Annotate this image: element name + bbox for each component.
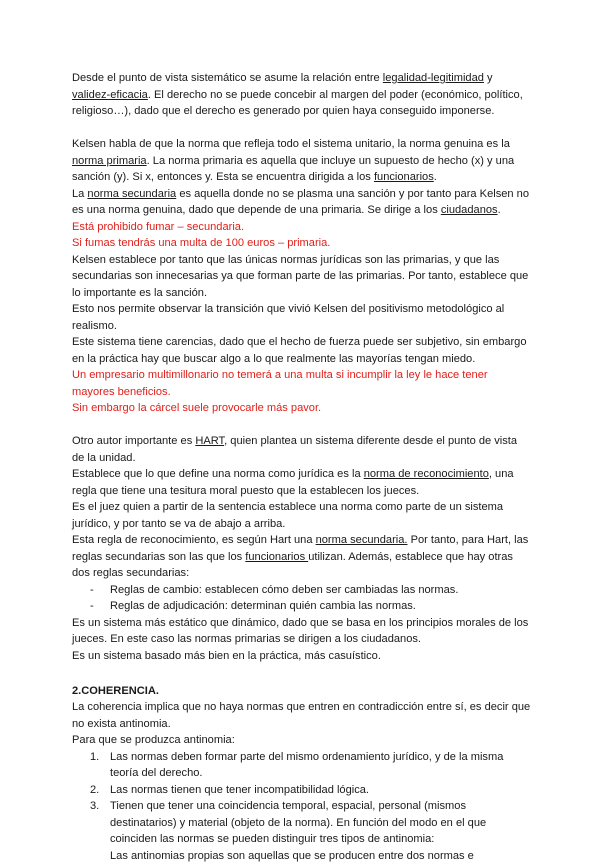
section-heading: 2.COHERENCIA. — [72, 683, 532, 700]
paragraph: Esto nos permite observar la transición que vivió Kelsen del positivismo metodológico al realismo. — [72, 301, 532, 334]
document-page — [72, 70, 532, 864]
paragraph: Es un sistema más estático que dinámico, dado que se basa en los principios morales de los jueces. En este caso las normas primarias se dirigen a los ciudadanos. — [72, 615, 532, 648]
example-red: Está prohibido fumar – secundaria. — [72, 219, 532, 236]
list-item: - Reglas de adjudicación: determinan quién cambia las normas. — [90, 598, 532, 615]
underlined-term: legalidad-legitimidad — [383, 72, 484, 84]
paragraph: Kelsen establece por tanto que las únicas normas jurídicas son las primarias, y que las secundarias son innecesarias ya que forman parte de las primarias. Por tanto, establece que lo importante es la sanción. — [72, 252, 532, 302]
underlined-term: validez-eficacia — [72, 89, 148, 101]
underlined-term: HART — [195, 435, 224, 447]
underlined-term: funcionarios — [374, 171, 434, 183]
paragraph: Es un sistema basado más bien en la práctica, más casuístico. — [72, 648, 532, 665]
underlined-term: ciudadanos — [441, 204, 498, 216]
underlined-term: norma secundaria. — [316, 534, 408, 546]
paragraph-kelsen-secondary: La norma secundaria es aquella donde no se plasma una sanción y por tanto para Kelsen no es una norma genuina, dado que depende de una primaria. Se dirige a los ciudadanos. — [72, 186, 532, 219]
paragraph: Este sistema tiene carencias, dado que el hecho de fuerza puede ser subjetivo, sin embargo en la práctica hay que buscar algo a lo que realmente las mayorías tengan miedo. — [72, 334, 532, 367]
list-item: 1. Las normas deben formar parte del mismo ordenamiento jurídico, y de la misma teoría del derecho. — [90, 749, 532, 782]
example-red: Si fumas tendrás una multa de 100 euros – primaria. — [72, 235, 532, 252]
paragraph-intro: Desde el punto de vista sistemático se asume la relación entre legalidad-legitimidad y validez-eficacia. El derecho no se puede concebir al margen del poder (económico, político, religioso…), dado que el derecho es generado por quien haya conseguido imponerse. — [72, 70, 532, 120]
numbered-list — [72, 749, 532, 864]
paragraph-hart-recognition: Establece que lo que define una norma como jurídica es la norma de reconocimiento, una regla que tiene una tesitura moral puesto que la establecen los jueces. — [72, 466, 532, 499]
example-red: Un empresario multimillonario no temerá a una multa si incumplir la ley le hace tener mayores beneficios. — [72, 367, 532, 400]
underlined-term: funcionarios — [245, 551, 308, 563]
list-item: 2. Las normas tienen que tener incompatibilidad lógica. — [90, 782, 532, 799]
example-red: Sin embargo la cárcel suele provocarle más pavor. — [72, 400, 532, 417]
paragraph-kelsen-primary: Kelsen habla de que la norma que refleja todo el sistema unitario, la norma genuina es la norma primaria. La norma primaria es aquella que incluye un supuesto de hecho (x) y una sanción (y). Si x, entonces y. Esta se encuentra dirigida a los funcionarios. — [72, 136, 532, 186]
list-item: - Reglas de cambio: establecen cómo deben ser cambiadas las normas. — [90, 582, 532, 599]
paragraph: Es el juez quien a partir de la sentencia establece una norma como parte de un sistema jurídico, y por tanto se va de abajo a arriba. — [72, 499, 532, 532]
paragraph-hart-secondary: Esta regla de reconocimiento, es según Hart una norma secundaria. Por tanto, para Hart, las reglas secundarias son las que los funcionarios utilizan. Además, establece que hay otras dos reglas secundarias: — [72, 532, 532, 582]
dash-list — [72, 582, 532, 615]
paragraph-hart: Otro autor importante es HART, quien plantea un sistema diferente desde el punto de vista de la unidad. — [72, 433, 532, 466]
underlined-term: norma secundaria — [87, 188, 176, 200]
underlined-term: norma de reconocimiento — [364, 468, 489, 480]
paragraph: Para que se produzca antinomia: — [72, 732, 532, 749]
paragraph: La coherencia implica que no haya normas que entren en contradicción entre sí, es decir que no exista antinomia. — [72, 699, 532, 732]
underlined-term: norma primaria — [72, 155, 147, 167]
list-item: 3. Tienen que tener una coincidencia temporal, espacial, personal (mismos destinatarios) y material (objeto de la norma). En función del modo en el que coinciden las normas se pueden distinguir tres tipos de antinomia: Las antinomias propias son aquellas que se producen entre dos normas e — [90, 798, 532, 864]
